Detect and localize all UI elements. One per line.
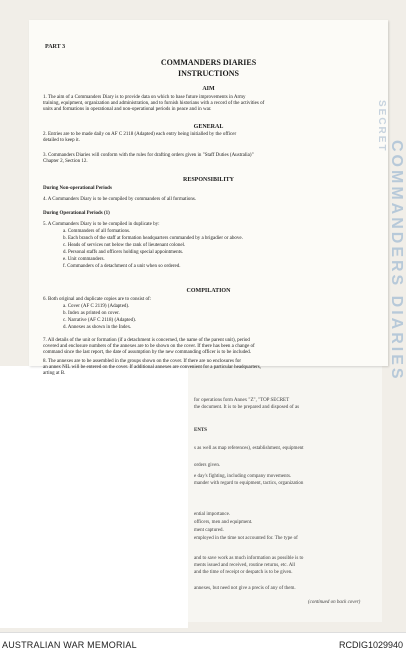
text-line: command since the last report, the date of assumption by the new commanding officer is to be included. [43,350,252,355]
instruction-sheet [29,20,405,382]
list-item: d. Personal staffs and officers holding special appointments. [63,250,184,255]
underlying-page [188,366,382,622]
text-line: 6. Both original and duplicate copies are to consist of: [43,297,152,302]
text-line: 1. The aim of a Commanders Diary is to provide data on which to base future improvements in Army [43,95,246,100]
page-title: COMMANDERS DIARIES [160,58,257,67]
footer-divider [0,632,406,633]
underlay-line: employed in the time not accounted for. The type of [194,536,298,541]
underlay-line: officers, men and equipment. [194,520,253,525]
heading-general: GENERAL [193,124,224,130]
underlay-line: ments issued and received, routine returns, etc. All [194,563,296,568]
list-item: b. Each branch of the staff at formation headquarters commanded by a brigadier or above. [63,236,243,241]
text-line: detailed to keep it. [43,138,80,143]
text-line: arting at B. [43,371,66,376]
list-item: a. Commanders of all formations. [63,229,131,234]
underlay-line: and the time of receipt or despatch is to be given. [194,570,293,575]
text-line: covered and enclosure numbers of the annexes are to be shown on the cover. If there has been a change of [43,344,255,349]
list-item: c. Heads of services not below the rank of lieutenant colonel. [63,243,186,248]
underlay-line: for operations form Annex "Z", "TOP SECRET [194,398,290,403]
text-line: 5. A Commanders Diary is to be compiled in duplicate by: [43,222,160,227]
blank-lower-left-area [0,366,188,628]
underlay-heading: ENTS [194,428,208,433]
underlay-line: s as well as map references), establishment, equipment [194,446,304,451]
heading-aim: AIM [202,86,215,92]
text-line: 4. A Commanders Diary is to be compiled by commanders of all formations. [43,197,197,202]
continued-note: (continued on back cover) [308,600,361,605]
text-line: an annex NIL will be entered on the cover. If additional annexes are convenient for a particular headquarters, [43,365,261,370]
text-line: 8. The annexes are to be assembled in the groups shown on the cover. If there are no enclosures for [43,359,242,364]
footer-institution: AUSTRALIAN WAR MEMORIAL [2,640,137,650]
underlay-line: e day's fighting, including company movements. [194,474,292,479]
heading-responsibility: RESPONSIBILITY [182,177,235,183]
text-line: training, equipment, organization and administration, and to furnish historians with a record of the activities of [43,101,265,106]
list-item: f. Commanders of a detachment of a unit when so ordered. [63,264,181,269]
underlay-line: mander with regard to equipment, tactics, organization [194,481,304,486]
heading-compilation: COMPILATION [186,288,231,294]
list-item: b. Index as printed on cover. [63,311,120,316]
list-item: a. Cover (AF C 2119) (Adapted). [63,304,130,309]
underlay-line: ment captured. [194,528,224,533]
secret-stamp: SECRET [376,100,387,153]
text-line: 7. All details of the unit or formation (if a detachment is concerned, the name of the parent unit), period [43,338,250,343]
underlay-line: annexes, but need not give a precis of any of them. [194,586,296,591]
list-item: e. Unit commanders. [63,257,105,262]
underlay-line: orders given. [194,463,221,468]
footer-record-id: RCDIG1029940 [338,640,403,650]
text-line: 3. Commanders Diaries will conform with the rules for drafting orders given in "Staff Duties (Australia)" [43,153,254,158]
text-line: units and formations in operational and non-operational periods in peace and in war. [43,107,212,112]
list-item: d. Annexes as shown in the Index. [63,325,132,330]
list-item: c. Narrative (AF C 2118) (Adapted). [63,318,136,323]
subheading: During Non-operational Periods [43,186,112,191]
stamp-watermark: COMMANDERS DIARIES [388,140,405,382]
underlay-line: the document. It is to be prepared and disposed of as [194,405,300,410]
part-label: PART 3 [45,44,66,50]
subheading: During Operational Periods (1) [43,211,110,216]
text-line: 2. Entries are to be made daily on AF C 2118 (Adapted) each entry being initialled by the officer [43,132,237,137]
underlay-line: and to save work as much information as possible is to [194,556,304,561]
page-subtitle: INSTRUCTIONS [178,69,239,78]
text-line: Chapter 2, Section 12. [43,159,88,164]
underlay-line: ential importance. [194,512,231,517]
